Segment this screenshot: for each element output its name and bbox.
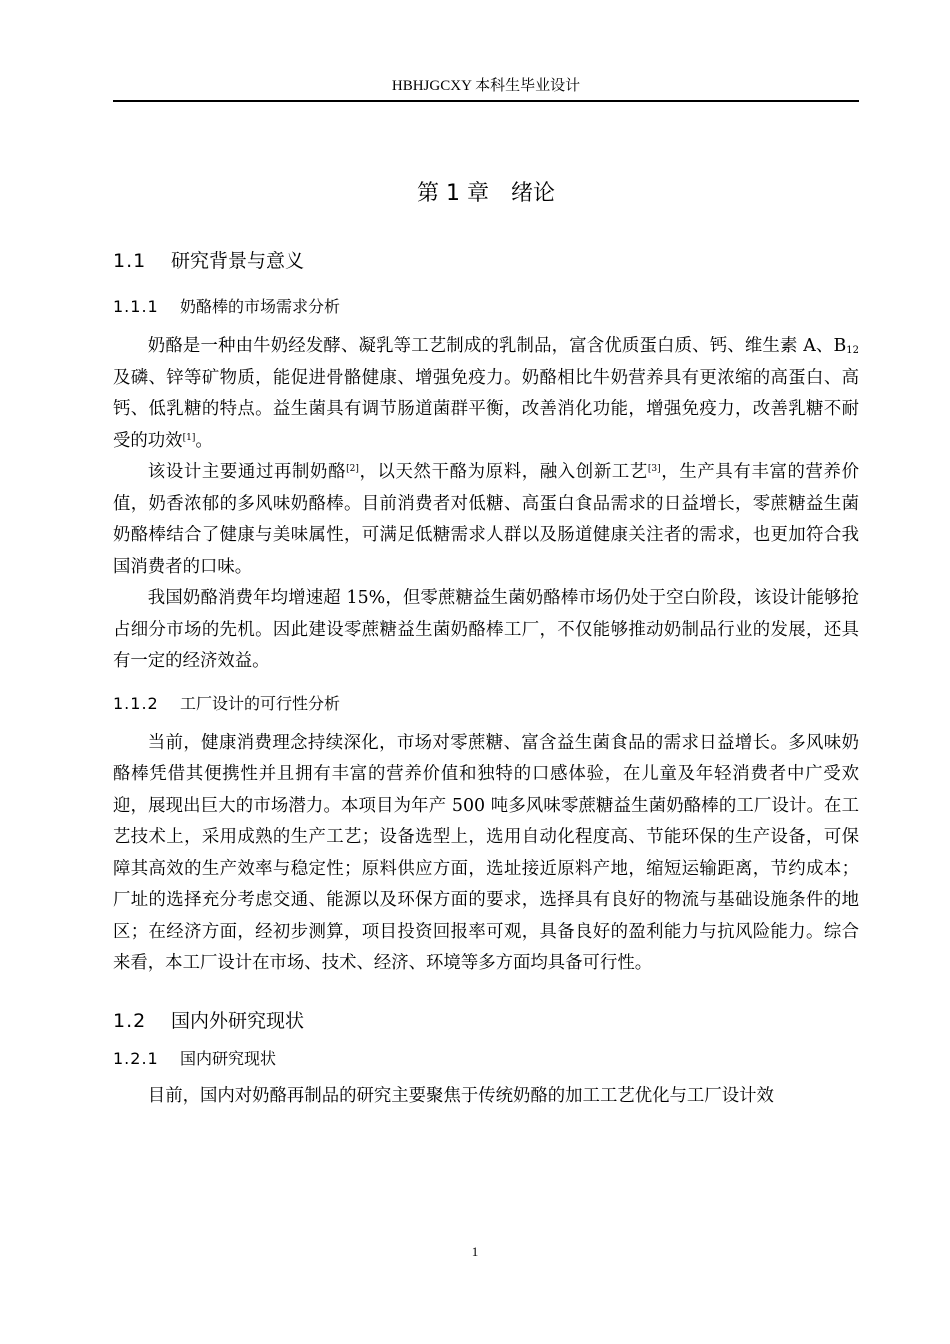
citation: [1] xyxy=(182,432,196,443)
subsection-title: 工厂设计的可行性分析 xyxy=(180,693,341,713)
subsection-number: 1.1.1 xyxy=(113,297,159,316)
section-number: 1.2 xyxy=(113,1009,147,1032)
subsection-heading-1-2-1 xyxy=(113,1047,859,1071)
paragraph: 奶酪是一种由牛奶经发酵、凝乳等工艺制成的乳制品，富含优质蛋白质、钙、维生素 A、$B_{12}$及磷、锌等矿物质，能促进骨骼健康、增强免疫力。奶酪相比牛奶营养具有更浓缩的高蛋白、高钙、低乳糖的特点。益生菌具有调节肠道菌群平衡，改善消化功能，增强免疫力，改善乳糖不耐受的功效[1]。 xyxy=(113,336,859,451)
section-number: 1.1 xyxy=(113,250,147,272)
chapter-title xyxy=(113,178,859,210)
paragraph: 当前，健康消费理念持续深化，市场对零蔗糖、富含益生菌食品的需求日益增长。多风味奶酪棒凭借其便携性并且拥有丰富的营养价值和独特的口感体验，在儿童及年轻消费者中广受欢迎，展现出巨大的市场潜力。本项目为年产 500 吨多风味零蔗糖益生菌奶酪棒的工厂设计。在工艺技术上，采用成熟的生产工艺；设备选型上，选用自动化程度高、节能环保的生产设备，可保障其高效的生产效率与稳定性；原料供应方面，选址接近原料产地，缩短运输距离，节约成本；厂址的选择充分考虑交通、能源以及环保方面的要求，选择具有良好的物流与基础设施条件的地区；在经济方面，经初步测算，项目投资回报率可观，具备良好的盈利能力与抗风险能力。综合来看，本工厂设计在市场、技术、经济、环境等多方面均具备可行性。 xyxy=(113,732,859,973)
subsection-title: 奶酪棒的市场需求分析 xyxy=(180,297,341,316)
paragraph: 该设计主要通过再制奶酪[2]，以天然干酪为原料，融入创新工艺[3]，生产具有丰富的营养价值，奶香浓郁的多风味奶酪棒。目前消费者对低糖、高蛋白食品需求的日益增长，零蔗糖益生菌奶酪棒结合了健康与美味属性，可满足低糖需求人群以及肠道健康关注者的需求，也更加符合我国消费者的口味。 xyxy=(113,462,859,577)
subsection-title: 国内研究现状 xyxy=(180,1048,277,1068)
subsection-number: 1.2.1 xyxy=(113,1048,159,1068)
section-heading-1-2 xyxy=(113,1007,859,1035)
paragraph: 目前，国内对奶酪再制品的研究主要聚焦于传统奶酪的加工工艺优化与工厂设计效 xyxy=(147,1085,774,1106)
subsection-heading-1-1-2 xyxy=(113,692,859,716)
citation: [2] xyxy=(346,464,359,474)
section-title: 研究背景与意义 xyxy=(171,250,305,272)
page-number: 1 xyxy=(471,1244,479,1259)
page-header: HBHJGCXY 本科生毕业设计 xyxy=(391,78,581,94)
chapter-number: 第 1 章 xyxy=(417,181,489,206)
subsection-number: 1.1.2 xyxy=(113,693,159,713)
page-body xyxy=(113,178,859,1112)
paragraph: 我国奶酪消费年均增速超 15%，但零蔗糖益生菌奶酪棒市场仍处于空白阶段，该设计能够抢占细分市场的先机。因此建设零蔗糖益生菌奶酪棒工厂，不仅能够推动奶制品行业的发展，还具有一定的经济效益。 xyxy=(113,588,859,671)
citation: [3] xyxy=(647,464,661,474)
section-heading-1-1 xyxy=(113,247,859,275)
section-title: 国内外研究现状 xyxy=(171,1009,305,1032)
subsection-heading-1-1-1 xyxy=(113,295,859,319)
subscript: 12 xyxy=(846,345,859,356)
chapter-name: 绪论 xyxy=(510,181,555,206)
header-rule xyxy=(113,100,859,102)
